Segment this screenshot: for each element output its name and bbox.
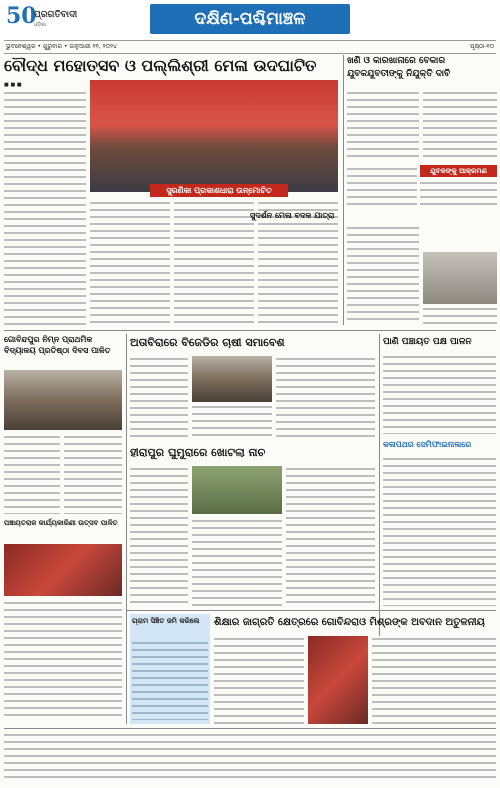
lead-photo[interactable] [90, 80, 338, 192]
story-text [4, 434, 60, 514]
story-text [192, 404, 272, 440]
story-text [383, 354, 496, 434]
story-headline[interactable]: ଶିକ୍ଷାର ଜାଗ୍ରତି କ୍ଷେତ୍ରରେ ଗୋବିନ୍ଦରାଓ ମିଶ୍ରଙ୍କ ଅବଦାନ ଅତୁଳନୀୟ [214, 617, 485, 628]
story-photo[interactable] [4, 544, 122, 596]
lead-story-text [4, 90, 86, 328]
dateline [4, 40, 496, 54]
story-text [214, 636, 304, 724]
date-text: ଭୁବନେଶ୍ୱର • ଗୁରୁବାର • ଜାନୁଆରୀ ୧୧, ୨୦୨୪ [6, 43, 117, 50]
story-headline[interactable]: ପାଣି ପଞ୍ଚାୟତ ପକ୍ଷ ପାଳନ [383, 337, 472, 347]
column-divider [126, 334, 127, 724]
masthead [0, 0, 500, 40]
story-photo[interactable] [4, 370, 122, 430]
story-text [423, 306, 497, 326]
story-text [4, 600, 122, 720]
story-text [383, 456, 496, 606]
story-photo[interactable] [192, 356, 272, 402]
page-number: ପୃଷ୍ଠା-୧୦ [470, 43, 494, 50]
section-title: ଦକ୍ଷିଣ-ପଶ୍ଚିମାଞ୍ଚଳ [150, 4, 350, 34]
story-text [192, 518, 282, 606]
footer-text [4, 732, 496, 782]
story-text [372, 636, 496, 724]
newspaper-logo[interactable] [6, 3, 96, 33]
story-headline[interactable]: ପଞ୍ଚାୟତରାଜ କାର୍ଯ୍ୟକାରିଣୀ ଉତ୍ସବ ପାଳିତ [4, 519, 118, 527]
lead-story-text [174, 200, 254, 328]
story-headline[interactable]: ସୁଦର୍ଶନ ମେଳା ବଦଳ ଯାତ୍ରା [250, 211, 335, 220]
byline: ■ ■ ■ [4, 82, 22, 88]
story-text [347, 225, 419, 325]
lead-story-text [90, 200, 170, 328]
lead-photo-caption: ସୁରଣିକା ପ୍ରକାଶଧାରା ଉନ୍ମୋଚିତ [150, 184, 288, 197]
story-text [64, 434, 122, 514]
section-divider [127, 610, 496, 611]
story-text [420, 180, 497, 206]
story-photo[interactable] [192, 466, 282, 514]
logo-number: 50 [6, 3, 37, 29]
highlight-box [130, 614, 210, 724]
story-text [423, 90, 497, 162]
story-text [130, 466, 188, 606]
story-text [347, 90, 419, 162]
story-photo[interactable] [423, 252, 497, 304]
story-text [132, 640, 208, 720]
story-headline[interactable]: ଗ୍ରାମ ସିଞ୍ଚିତ ଜମି କରିଲେ [132, 617, 200, 625]
story-headline[interactable]: ଯୁବକଙ୍କୁ ଆକ୍ରମଣ [420, 165, 497, 177]
story-headline[interactable]: ଖଣି ଓ କାରଖାନାରେ ବେକାର ଯୁବକଯୁବତୀଙ୍କୁ ନିଯୁକ୍ତି ଦାବି [347, 56, 451, 79]
lead-headline[interactable]: ବୌଦ୍ଧ ମହୋତ୍ସବ ଓ ପଲ୍ଲିଶ୍ରୀ ମେଳା ଉଦଘାଟିତ [4, 56, 317, 75]
newspaper-tagline: ଓଡ଼ିଶା [34, 22, 47, 28]
story-text [347, 166, 417, 206]
column-divider [343, 55, 344, 325]
story-headline[interactable]: ଅତାବିରାରେ ବିଜେଡିର ଚାଷୀ ସମାବେଶ [130, 336, 285, 349]
section-divider [4, 728, 496, 729]
story-headline[interactable]: କଳାପଥର ସେମିଫାଇନାଲରେ [383, 440, 472, 449]
story-text [276, 356, 375, 440]
story-headline[interactable]: ଗୋବିନ୍ଦପୁର ନିମ୍ନ ପ୍ରାଥମିକ ବିଦ୍ୟାଳୟ ପ୍ରତିଷ୍ଠା ଦିବସ ପାଳିତ [4, 335, 111, 355]
section-divider [4, 330, 496, 331]
story-text [130, 356, 188, 440]
story-photo[interactable] [308, 636, 368, 724]
story-text [286, 466, 375, 606]
story-headline[interactable]: ହୀରାପୁର ଘୁମୁରାରେ ଖୋଟଲା ନାଚ [130, 446, 266, 459]
newspaper-name: ପ୍ରଗତିବାଦୀ [34, 10, 78, 20]
